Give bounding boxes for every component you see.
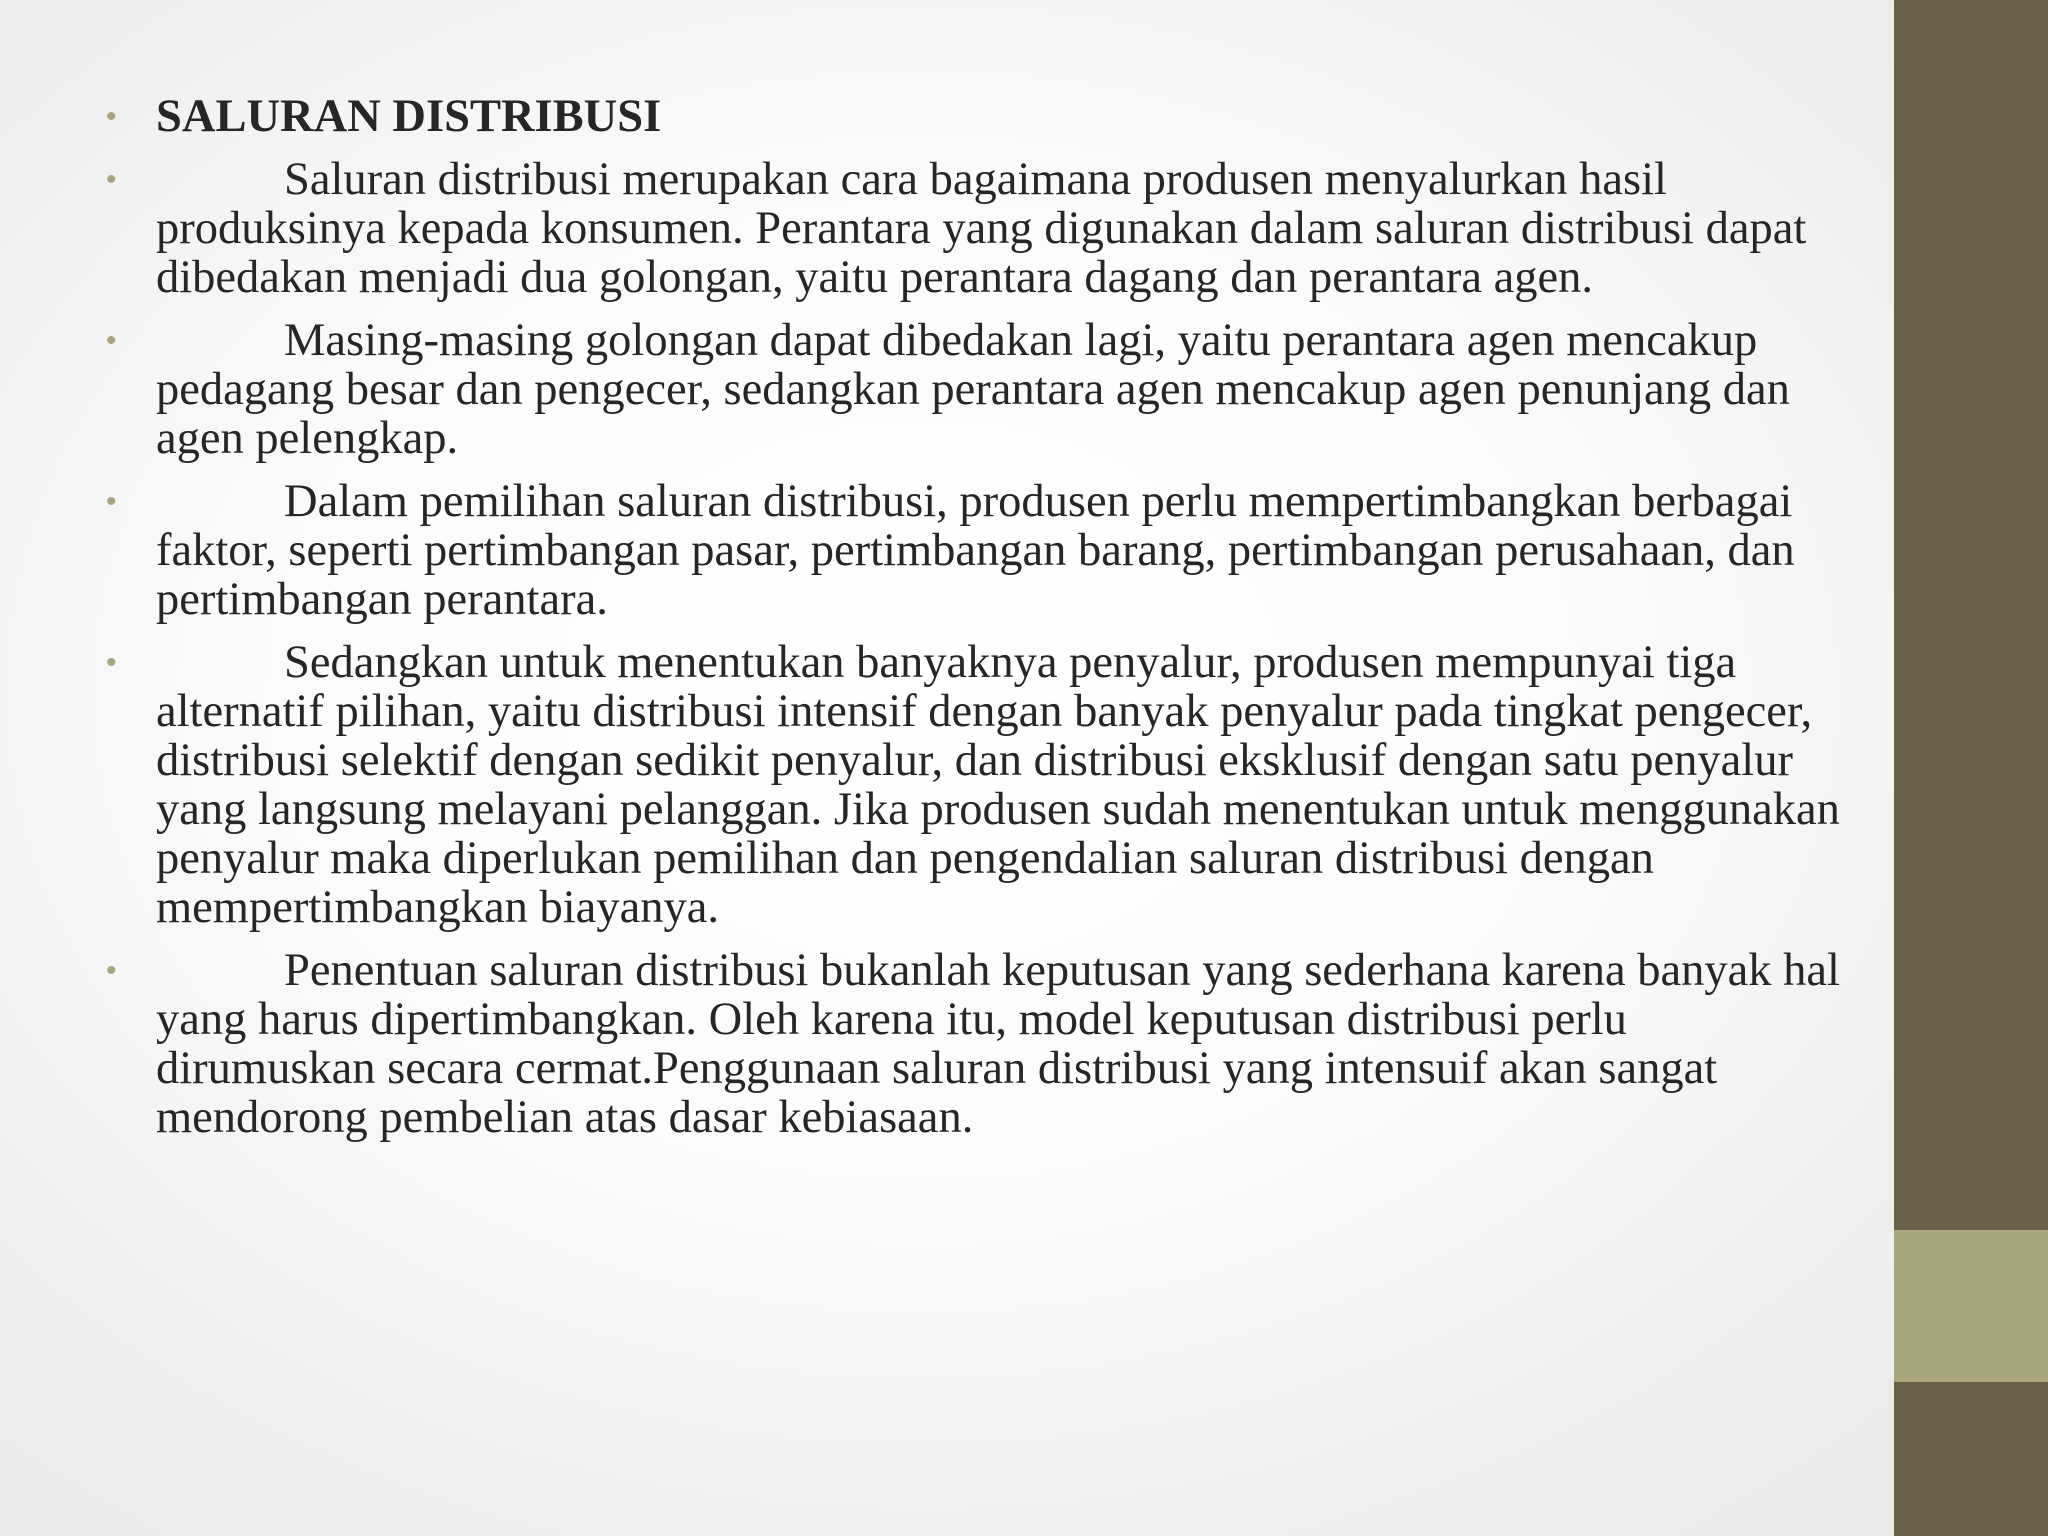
paragraph-text: Masing-masing golongan dapat dibedakan lagi, yaitu perantara agen mencakup pedagang besar dan pengecer, sedangkan perantara agen mencakup agen penunjang dan agen pelengkap. xyxy=(156,315,1790,464)
bullet-item-paragraph xyxy=(100,316,1840,463)
bullet-icon: • xyxy=(106,163,117,196)
paragraph-text: Dalam pemilihan saluran distribusi, produsen perlu mempertimbangkan berbagai faktor, seperti pertimbangan pasar, pertimbangan barang, pertimbangan perusahaan, dan pertimbangan perantara. xyxy=(156,476,1795,625)
slide-content xyxy=(100,92,1840,1156)
bullet-icon: • xyxy=(106,324,117,357)
bullet-item-paragraph xyxy=(100,638,1840,932)
bullet-item-paragraph xyxy=(100,946,1840,1142)
bullet-item-heading xyxy=(100,92,1840,141)
bullet-icon: • xyxy=(106,485,117,518)
bullet-icon: • xyxy=(106,100,117,133)
bullet-item-paragraph xyxy=(100,477,1840,624)
side-accent-block xyxy=(1894,1230,2048,1382)
slide-heading: SALURAN DISTRIBUSI xyxy=(156,91,662,142)
bullet-item-paragraph xyxy=(100,155,1840,302)
bullet-icon: • xyxy=(106,646,117,679)
paragraph-text: Penentuan saluran distribusi bukanlah keputusan yang sederhana karena banyak hal yang harus dipertimbangkan. Oleh karena itu, model keputusan distribusi perlu dirumuskan secara cermat.Penggunaan saluran distribusi yang intensuif akan sangat mendorong pembelian atas dasar kebiasaan. xyxy=(156,945,1840,1143)
bullet-icon: • xyxy=(106,954,117,987)
paragraph-text: Sedangkan untuk menentukan banyaknya penyalur, produsen mempunyai tiga alternatif pilihan, yaitu distribusi intensif dengan banyak penyalur pada tingkat pengecer, distribusi selektif dengan sedikit penyalur, dan distribusi eksklusif dengan satu penyalur yang langsung melayani pelanggan. Jika produsen sudah menentukan untuk menggunakan penyalur maka diperlukan pemilihan dan pengendalian saluran distribusi dengan mempertimbangkan biayanya. xyxy=(156,637,1840,933)
paragraph-text: Saluran distribusi merupakan cara bagaimana produsen menyalurkan hasil produksinya kepada konsumen. Perantara yang digunakan dalam saluran distribusi dapat dibedakan menjadi dua golongan, yaitu perantara dagang dan perantara agen. xyxy=(156,154,1807,303)
